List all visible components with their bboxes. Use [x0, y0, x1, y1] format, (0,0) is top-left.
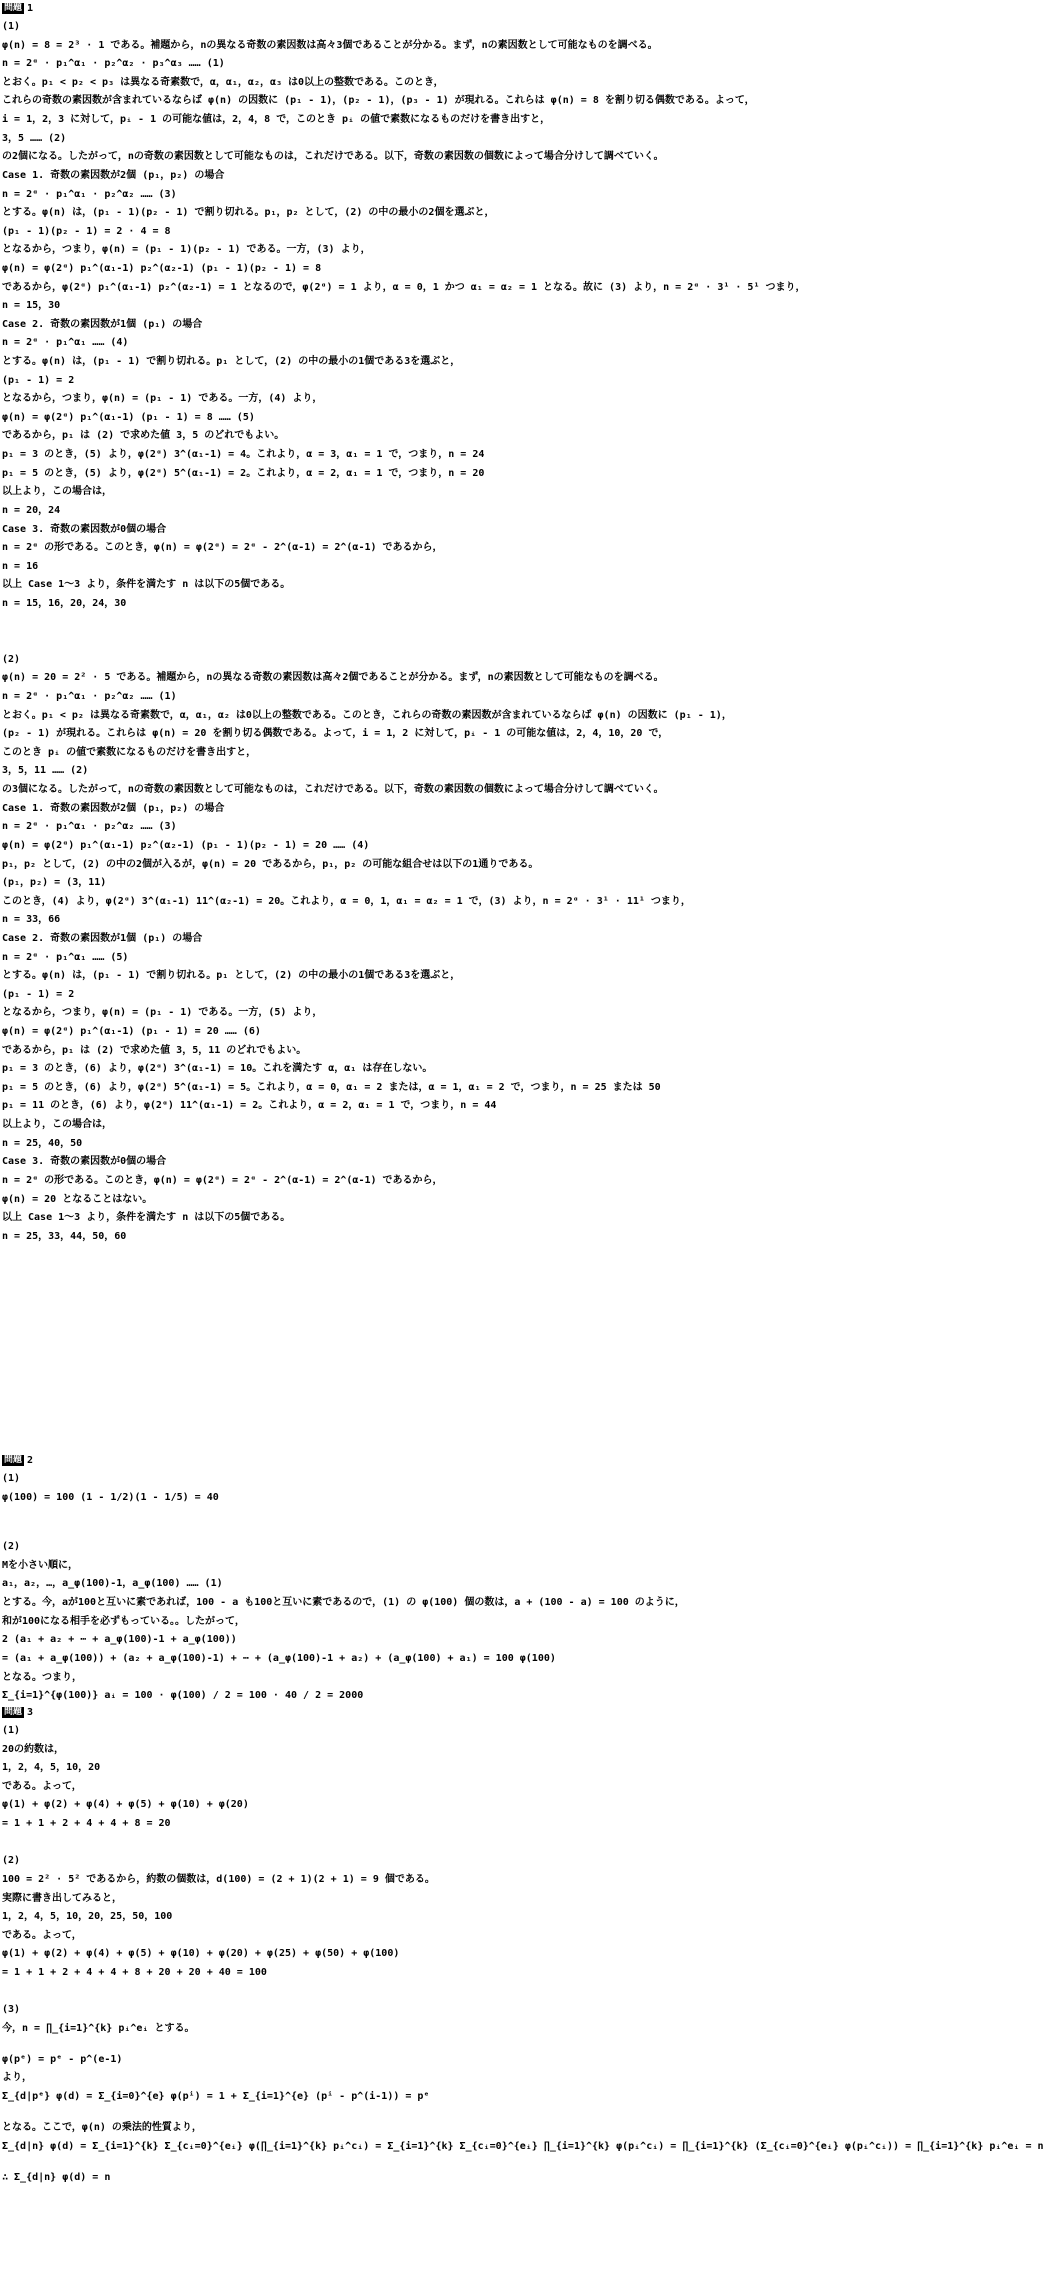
text-line: p₁ = 5 のとき，(6) より，φ(2ᵅ) 5^(α₁-1) = 5。これより，α = 0，α₁ = 2 または，α = 1，α₁ = 2 で，つまり，n = 25 または 50 [2, 1081, 661, 1093]
text-line: とする。φ(n) は，(p₁ - 1)(p₂ - 1) で割り切れる。p₁，p₂ として，(2) の中の最小の2個を選ぶと， [2, 207, 495, 219]
text-line: 1，2，4，5，10，20 [2, 1762, 101, 1774]
text-line: Σ_{d|pᵉ} φ(d) = Σ_{i=0}^{e} φ(pⁱ) = 1 + Σ_{i=1}^{e} (pⁱ - p^(i-1)) = pᵉ [2, 2091, 430, 2103]
text-line: 20の約数は， [2, 1743, 65, 1755]
text-line: p₁ = 3 のとき，(5) より，φ(2ᵅ) 3^(α₁-1) = 4。これより，α = 3，α₁ = 1 で，つまり，n = 24 [2, 449, 485, 461]
text-line: Σ_{i=1}^{φ(100)} aᵢ = 100 · φ(100) / 2 = 100 · 40 / 2 = 2000 [2, 1690, 364, 1702]
text-line: (1) [2, 1473, 21, 1484]
text-line: n = 20，24 [2, 504, 61, 516]
text-line: 100 = 2² · 5² であるから，約数の個数は，d(100) = (2 + 1)(2 + 1) = 9 個である。 [2, 1873, 435, 1885]
text-line: Case 3. 奇数の素因数が0個の場合 [2, 1156, 167, 1168]
text-line: このとき，(4) より，φ(2ᵅ) 3^(α₁-1) 11^(α₂-1) = 20。これより，α = 0，1，α₁ = α₂ = 1 で，(3) より，n = 2ᵅ · 3¹ · 11¹ つまり， [2, 895, 691, 907]
text-line: p₁，p₂ として，(2) の中の2個が入るが，φ(n) = 20 であるから，p₁，p₂ の可能な組合せは以下の1通りである。 [2, 858, 539, 870]
text-line: φ(1) + φ(2) + φ(4) + φ(5) + φ(10) + φ(20) + φ(25) + φ(50) + φ(100) [2, 1948, 400, 1960]
text-line: (p₁ - 1) = 2 [2, 988, 75, 1000]
text-line: となるから，つまり，φ(n) = (p₁ - 1)(p₂ - 1) である。一方，(3) より， [2, 244, 371, 256]
problem-number: 2 [27, 1455, 34, 1466]
text-line: 1，2，4，5，10，20，25，50，100 [2, 1911, 173, 1923]
text-line: となる。つまり， [2, 1671, 82, 1683]
text-line: の2個になる。したがって，nの奇数の素因数として可能なものは，これだけである。以下，奇数の素因数の個数によって場合分けして調べていく。 [2, 151, 664, 163]
text-line: n = 2ᵅ · p₁^α₁ · p₂^α₂ · p₃^α₃ …… (1) [2, 58, 225, 70]
text-line: (3) [2, 2004, 21, 2016]
text-line: n = 2ᵅ · p₁^α₁ · p₂^α₂ …… (1) [2, 691, 177, 703]
text-line: n = 2ᵅ · p₁^α₁ …… (5) [2, 951, 129, 963]
problem-number: 1 [27, 3, 34, 14]
text-line: φ(n) = 20 となることはない。 [2, 1193, 153, 1205]
text-line: Case 2. 奇数の素因数が1個 (p₁) の場合 [2, 932, 203, 944]
problem-label: 問題 [3, 1706, 22, 1717]
text-line: とする。φ(n) は，(p₁ - 1) で割り切れる。p₁ として，(2) の中の最小の1個である3を選ぶと， [2, 356, 461, 368]
text-line: n = 16 [2, 560, 39, 572]
text-line: であるから，p₁ は (2) で求めた値 3，5，11 のどれでもよい。 [2, 1044, 307, 1056]
text-line: より， [2, 2072, 32, 2084]
text-line: 2 (a₁ + a₂ + ⋯ + a_φ(100)-1 + a_φ(100)) [2, 1634, 237, 1646]
text-line: である。よって， [2, 1780, 82, 1792]
text-line: p₁ = 5 のとき，(5) より，φ(2ᵅ) 5^(α₁-1) = 2。これより，α = 2，α₁ = 1 で，つまり，n = 20 [2, 467, 485, 479]
text-line: (p₁ - 1)(p₂ - 1) = 2 · 4 = 8 [2, 225, 171, 237]
text-line: φ(n) = φ(2ᵅ) p₁^(α₁-1) (p₁ - 1) = 20 …… (6) [2, 1026, 261, 1038]
text-line: Mを小さい順に， [2, 1559, 79, 1571]
text-line: 和が100になる相手を必ずもっている。。したがって， [2, 1615, 245, 1627]
text-line: n = 15，30 [2, 300, 61, 312]
problem-label: 問題 [3, 1454, 22, 1465]
text-line: となるから，つまり，φ(n) = (p₁ - 1) である。一方，(4) より， [2, 393, 323, 405]
text-line: とする。φ(n) は，(p₁ - 1) で割り切れる。p₁ として，(2) の中の最小の1個である3を選ぶと， [2, 970, 461, 982]
text-line: φ(n) = φ(2ᵅ) p₁^(α₁-1) p₂^(α₂-1) (p₁ - 1)(p₂ - 1) = 20 …… (4) [2, 839, 370, 851]
text-line: n = 25，40，50 [2, 1137, 83, 1149]
text-line: Case 2. 奇数の素因数が1個 (p₁) の場合 [2, 318, 203, 330]
text-line: (2) [2, 1855, 21, 1867]
text-line: の3個になる。したがって，nの奇数の素因数として可能なものは，これだけである。以下，奇数の素因数の個数によって場合分けして調べていく。 [2, 784, 664, 796]
text-line: Case 1. 奇数の素因数が2個 (p₁，p₂) の場合 [2, 802, 225, 814]
text-line: = 1 + 1 + 2 + 4 + 4 + 8 = 20 [2, 1818, 171, 1830]
text-line: Σ_{d|n} φ(d) = Σ_{i=1}^{k} Σ_{cᵢ=0}^{eᵢ} φ(∏_{i=1}^{k} pᵢ^cᵢ) = Σ_{i=1}^{k} Σ_{cᵢ=0}^{eᵢ} ∏_{i=1}^{k} φ(pᵢ^cᵢ) = ∏_{i=1}^{k} (Σ_{cᵢ=0}^{eᵢ} φ(pᵢ^cᵢ)) = ∏_{i=1}^{k} pᵢ^eᵢ = n [2, 2140, 1044, 2152]
text-line: Case 3. 奇数の素因数が0個の場合 [2, 523, 167, 535]
text-line: 実際に書き出してみると， [2, 1892, 122, 1904]
text-line: φ(100) = 100 (1 - 1/2)(1 - 1/5) = 40 [2, 1491, 219, 1503]
text-line: p₁ = 3 のとき，(6) より，φ(2ᵅ) 3^(α₁-1) = 10。これを満たす α，α₁ は存在しない。 [2, 1063, 433, 1075]
text-line: (1) [2, 21, 21, 32]
text-line: φ(n) = 20 = 2² · 5 である。補題から，nの異なる奇数の素因数は高々2個であることが分かる。まず，nの素因数として可能なものを調べる。 [2, 672, 664, 684]
problem-header-2 [2, 1454, 33, 1468]
text-line: = 1 + 1 + 2 + 4 + 4 + 8 + 20 + 20 + 40 = 100 [2, 1966, 267, 1978]
text-line: φ(n) = φ(2ᵅ) p₁^(α₁-1) (p₁ - 1) = 8 …… (5) [2, 411, 255, 423]
text-line: φ(pᵉ) = pᵉ - p^(e-1) [2, 2053, 123, 2065]
text-line: n = 2ᵅ の形である。このとき，φ(n) = φ(2ᵅ) = 2ᵅ - 2^(α-1) = 2^(α-1) であるから， [2, 542, 443, 554]
text-line: 3，5，11 …… (2) [2, 765, 89, 777]
text-line: このとき pᵢ の値で素数になるものだけを書き出すと， [2, 746, 257, 758]
text-line: a₁，a₂，…，a_φ(100)-1，a_φ(100) …… (1) [2, 1578, 223, 1590]
text-line: ∴ Σ_{d|n} φ(d) = n [2, 2171, 111, 2183]
text-line: 以上より，この場合は， [2, 486, 112, 498]
text-line: φ(n) = 8 = 2³ · 1 である。補題から，nの異なる奇数の素因数は高々3個であることが分かる。まず，nの素因数として可能なものを調べる。 [2, 39, 658, 51]
text-line: 以上より，この場合は， [2, 1119, 112, 1131]
text-line: 今，n = ∏_{i=1}^{k} pᵢ^eᵢ とする。 [2, 2022, 195, 2034]
text-line: となる。ここで，φ(n) の乗法的性質より， [2, 2122, 202, 2134]
text-line: 以上 Case 1～3 より，条件を満たす n は以下の5個である。 [2, 579, 291, 591]
text-line: (1) [2, 1725, 21, 1736]
text-line: p₁ = 11 のとき，(6) より，φ(2ᵅ) 11^(α₁-1) = 2。これより，α = 2，α₁ = 1 で，つまり，n = 44 [2, 1100, 497, 1112]
text-line: 3，5 …… (2) [2, 132, 67, 144]
text-line: n = 2ᵅ · p₁^α₁ · p₂^α₂ …… (3) [2, 821, 177, 833]
text-line: (2) [2, 653, 21, 665]
text-line: となるから，つまり，φ(n) = (p₁ - 1) である。一方，(5) より， [2, 1007, 323, 1019]
text-line: であるから，φ(2ᵅ) p₁^(α₁-1) p₂^(α₂-1) = 1 となるので，φ(2ᵅ) = 1 より，α = 0，1 かつ α₁ = α₂ = 1 となる。故に (3) より，n = 2ᵅ · 3¹ · 5¹ つまり， [2, 281, 806, 293]
text-line: n = 15，16，20，24，30 [2, 597, 127, 609]
text-line: これらの奇数の素因数が含まれているならば φ(n) の因数に (p₁ - 1)，(p₂ - 1)，(p₃ - 1) が現れる。これらは φ(n) = 8 を割り切る偶数である。よって， [2, 95, 755, 107]
text-line: n = 2ᵅ · p₁^α₁ …… (4) [2, 337, 129, 349]
problem-label: 問題 [3, 2, 22, 13]
problem-header-3 [2, 1706, 33, 1720]
text-line: = (a₁ + a_φ(100)) + (a₂ + a_φ(100)-1) + ⋯ + (a_φ(100)-1 + a₂) + (a_φ(100) + a₁) = 100 φ(100) [2, 1652, 556, 1664]
problem-number: 3 [27, 1707, 34, 1718]
problem-header-1 [2, 2, 33, 16]
text-line: とする。今，aが100と互いに素であれば，100 - a も100と互いに素であるので，(1) の φ(100) 個の数は，a + (100 - a) = 100 のように， [2, 1597, 685, 1609]
text-line: 以上 Case 1～3 より，条件を満たす n は以下の5個である。 [2, 1212, 291, 1224]
text-line: n = 2ᵅ · p₁^α₁ · p₂^α₂ …… (3) [2, 188, 177, 200]
text-line: (p₁，p₂) = (3，11) [2, 877, 107, 889]
text-line: である。よって， [2, 1929, 82, 1941]
text-line: n = 2ᵅ の形である。このとき，φ(n) = φ(2ᵅ) = 2ᵅ - 2^(α-1) = 2^(α-1) であるから， [2, 1174, 443, 1186]
text-line: (p₂ - 1) が現れる。これらは φ(n) = 20 を割り切る偶数である。よって，i = 1，2 に対して，pᵢ - 1 の可能な値は，2，4，10，20 で， [2, 728, 669, 740]
text-line: (2) [2, 1541, 21, 1553]
text-line: とおく。p₁ < p₂ は異なる奇素数で，α，α₁，α₂ は0以上の整数である。このとき，これらの奇数の素因数が含まれているならば φ(n) の因数に (p₁ - 1)， [2, 709, 732, 721]
text-line: φ(1) + φ(2) + φ(4) + φ(5) + φ(10) + φ(20) [2, 1799, 249, 1811]
text-line: Case 1. 奇数の素因数が2個 (p₁，p₂) の場合 [2, 169, 225, 181]
text-line: n = 25，33，44，50，60 [2, 1230, 127, 1242]
text-line: φ(n) = φ(2ᵅ) p₁^(α₁-1) p₂^(α₂-1) (p₁ - 1)(p₂ - 1) = 8 [2, 262, 322, 274]
text-line: とおく。p₁ < p₂ < p₃ は異なる奇素数で，α，α₁，α₂，α₃ は0以上の整数である。このとき， [2, 76, 444, 88]
text-line: n = 33，66 [2, 914, 61, 926]
text-line: (p₁ - 1) = 2 [2, 374, 75, 386]
text-line: であるから，p₁ は (2) で求めた値 3，5 のどれでもよい。 [2, 430, 285, 442]
text-line: i = 1，2，3 に対して，pᵢ - 1 の可能な値は，2，4，8 で，このとき pᵢ の値で素数になるものだけを書き出すと， [2, 114, 551, 126]
